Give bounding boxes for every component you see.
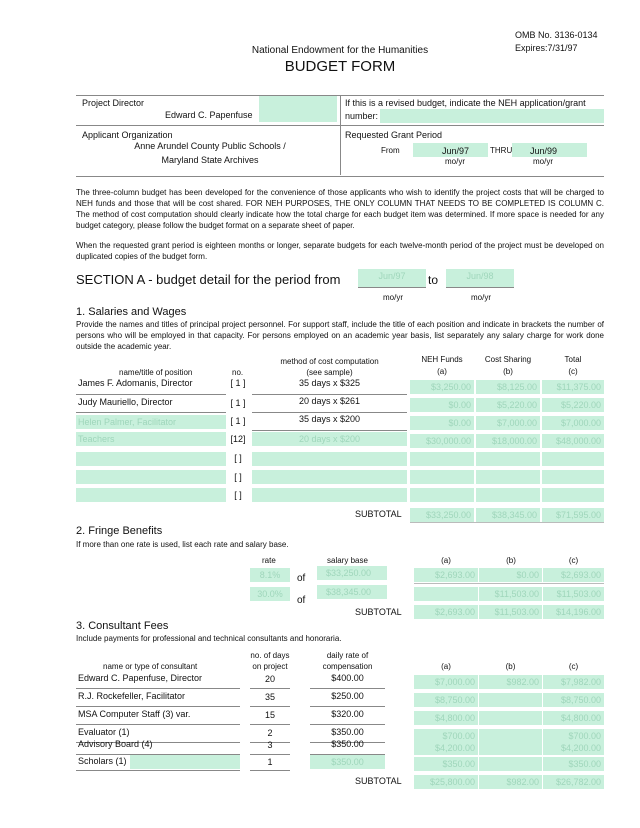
col-a: (a) [437, 367, 447, 376]
page-title: BUDGET FORM [284, 58, 396, 75]
cons-col-b: (b) [505, 662, 516, 671]
section-from-moyr: mo/yr [383, 293, 403, 302]
salary-a[interactable]: $3,250.00 [410, 380, 474, 394]
salary-c[interactable]: $5,220.00 [542, 398, 604, 412]
director-name: Edward C. Papenfuse [165, 110, 253, 120]
director-label: Project Director [82, 98, 145, 108]
salary-c[interactable]: $48,000.00 [542, 434, 604, 448]
consultant-days[interactable]: 3 [267, 740, 273, 750]
salary-no[interactable]: [ ] [234, 472, 242, 482]
cons-col-rate-2: compensation [322, 662, 373, 671]
consultant-rate[interactable]: $250.00 [331, 691, 364, 701]
consultant-name[interactable]: MSA Computer Staff (3) var. [78, 709, 191, 719]
section-to-moyr: mo/yr [471, 293, 491, 302]
salary-b[interactable] [476, 488, 540, 502]
agency-name: National Endowment for the Humanities [251, 45, 429, 56]
thru-moyr: mo/yr [533, 157, 553, 166]
col-no: no. [232, 368, 244, 377]
salary-method[interactable] [252, 488, 407, 502]
salary-name[interactable]: Teachers [76, 432, 226, 446]
consultants-subtotal-label: SUBTOTAL [355, 776, 402, 786]
salary-name[interactable] [76, 470, 226, 484]
salary-b[interactable]: $7,000.00 [476, 416, 540, 430]
consultant-name[interactable]: Evaluator (1) [78, 727, 130, 737]
fringe-subtotal-label: SUBTOTAL [355, 607, 402, 617]
consultants-heading: 3. Consultant Fees [76, 620, 169, 632]
consultant-a[interactable]: $7,000.00 [414, 675, 478, 689]
salaries-description: Provide the names and titles of principal project personnel. For support staff, include the title of each position and indicate in brackets the number of persons who will be employed in that capacity. For persons employed on an academic year basis, list separately any salary charge for work done outside the academic year. [76, 320, 604, 351]
section-to-label: to [428, 273, 439, 287]
salary-name[interactable]: James F. Adomanis, Director [78, 378, 193, 388]
salary-a[interactable]: $30,000.00 [410, 434, 474, 448]
col-total: Total [564, 355, 582, 364]
from-label: From [381, 146, 400, 155]
consultant-name[interactable]: Edward C. Papenfuse, Director [78, 673, 203, 683]
org-line1: Anne Arundel County Public Schools / [134, 141, 286, 151]
consultant-days[interactable]: 20 [264, 674, 275, 684]
fringe-col-a: (a) [441, 556, 451, 565]
salary-c[interactable] [542, 488, 604, 502]
salary-method[interactable] [252, 452, 407, 466]
from-moyr: mo/yr [445, 157, 465, 166]
consultant-c[interactable]: $350.00 [543, 757, 604, 771]
consultant-a[interactable]: $700.00 [414, 729, 478, 743]
consultant-rate[interactable]: $350.00 [310, 755, 385, 769]
consultant-b[interactable] [479, 741, 542, 755]
from-value: Jun/97 [442, 146, 470, 156]
col-method-2: (see sample) [306, 368, 353, 377]
consultant-a[interactable]: $8,750.00 [414, 693, 478, 707]
salary-method[interactable] [252, 470, 407, 484]
director-field[interactable] [259, 96, 337, 122]
consultant-a[interactable]: $4,200.00 [414, 741, 478, 755]
grant-number-label: number: [345, 111, 379, 121]
consultant-c[interactable]: $4,200.00 [543, 741, 604, 755]
cons-col-days-1: no. of days [250, 651, 290, 660]
salary-method[interactable]: 35 days x $200 [298, 414, 361, 424]
salary-method[interactable]: 20 days x $200 [252, 432, 407, 446]
thru-label: THRU [490, 146, 513, 155]
intro-paragraph-2: When the requested grant period is eighteen months or longer, separate budgets for each twelve-month period of the project must be developed on duplicated copies of the budget form. [76, 241, 604, 261]
org-line2: Maryland State Archives [161, 155, 259, 165]
salary-c[interactable]: $11,375.00 [542, 380, 604, 394]
salary-b[interactable]: $8,125.00 [476, 380, 540, 394]
fringe-base[interactable]: $33,250.00 [317, 566, 387, 580]
cons-col-days-2: on project [252, 662, 288, 671]
consultant-name[interactable]: Scholars (1) [78, 756, 127, 766]
consultants-description: Include payments for professional and technical consultants and honoraria. [76, 634, 342, 643]
salary-no[interactable]: [ 1 ] [230, 398, 246, 408]
salary-a[interactable]: $0.00 [410, 398, 474, 412]
fringe-c[interactable]: $11,503.00 [543, 587, 604, 601]
fringe-col-b: (b) [506, 556, 516, 565]
section-from-field[interactable]: Jun/97 [358, 269, 426, 287]
fringe-col-rate: rate [262, 556, 276, 565]
salary-c[interactable]: $7,000.00 [542, 416, 604, 430]
fringe-b[interactable]: $11,503.00 [479, 587, 542, 601]
salary-name[interactable]: Helen Palmer, Facilitator [76, 415, 226, 429]
salary-a[interactable]: $0.00 [410, 416, 474, 430]
fringe-rate[interactable]: 30.0% [250, 587, 290, 601]
fringe-description: If more than one rate is used, list each rate and salary base. [76, 540, 289, 549]
consultant-days[interactable]: 35 [264, 692, 275, 702]
salaries-subtotal-c: $71,595.00 [542, 508, 604, 522]
thru-value: Jun/99 [530, 146, 558, 156]
salary-name[interactable]: Judy Mauriello, Director [78, 397, 173, 407]
salary-no[interactable]: [ ] [234, 453, 242, 463]
fringe-a[interactable] [414, 587, 478, 601]
salary-c[interactable] [542, 452, 604, 466]
salaries-subtotal-label: SUBTOTAL [355, 509, 402, 519]
consultant-c[interactable]: $700.00 [543, 729, 604, 743]
consultant-name-field[interactable] [130, 755, 240, 769]
salary-method[interactable]: 20 days x $261 [298, 396, 361, 406]
consultant-rate[interactable]: $350.00 [331, 739, 364, 749]
intro-paragraph-1: The three-column budget has been developed for the convenience of those applicants who wish to identify the project costs that will be charged to NEH funds and those that will be cost shared. FOR NEH PURPOSES, THE ONLY COLUMN THAT NEEDS TO BE COMPLETED IS COLUMN C. The method of cost computation should clearly indicate how the total charge for each budget item was determined. If more space is needed for any budget category, please follow the budget format on a separate sheet of paper. [76, 188, 604, 230]
salaries-subtotal-a: $33,250.00 [410, 508, 474, 522]
salary-b[interactable]: $5,220.00 [476, 398, 540, 412]
cons-col-a: (a) [441, 662, 451, 671]
revised-budget-label: If this is a revised budget, indicate the NEH application/grant [345, 98, 586, 108]
col-name-title: name/title of position [119, 368, 193, 377]
col-method-1: method of cost computation [280, 357, 379, 366]
consultant-c[interactable]: $4,800.00 [543, 711, 604, 725]
salary-b[interactable] [476, 470, 540, 484]
fringe-of: of [297, 573, 306, 584]
org-label: Applicant Organization [82, 130, 173, 140]
salary-b[interactable]: $18,000.00 [476, 434, 540, 448]
fringe-subtotal-c: $14,196.00 [543, 605, 604, 619]
fringe-subtotal-a: $2,693.00 [414, 605, 478, 619]
cons-col-rate-1: daily rate of [326, 651, 369, 660]
salaries-subtotal-b: $38,345.00 [476, 508, 540, 522]
fringe-subtotal-b: $11,503.00 [479, 605, 542, 619]
salary-name[interactable] [76, 488, 226, 502]
salary-no[interactable]: [ 1 ] [230, 416, 246, 426]
fringe-col-base: salary base [327, 556, 368, 565]
consultant-b[interactable] [479, 711, 542, 725]
consultant-rate[interactable]: $320.00 [331, 709, 364, 719]
salary-a[interactable] [410, 488, 474, 502]
col-b: (b) [503, 367, 513, 376]
col-neh: NEH Funds [421, 355, 463, 364]
salary-no[interactable]: [ ] [234, 490, 242, 500]
cons-col-name: name or type of consultant [103, 662, 198, 671]
col-c: (c) [568, 367, 578, 376]
cons-col-c: (c) [568, 662, 579, 671]
salary-method[interactable]: 35 days x $325 [298, 378, 361, 388]
grant-period-label: Requested Grant Period [345, 130, 443, 140]
consultant-days[interactable]: 1 [267, 757, 273, 767]
salary-a[interactable] [410, 452, 474, 466]
grant-number-field[interactable] [380, 109, 604, 123]
consultant-days[interactable]: 15 [264, 710, 275, 720]
section-to-field[interactable]: Jun/98 [446, 269, 514, 287]
salaries-heading: 1. Salaries and Wages [76, 306, 187, 318]
salary-b[interactable] [476, 452, 540, 466]
fringe-base[interactable]: $38,345.00 [317, 585, 387, 599]
fringe-heading: 2. Fringe Benefits [76, 525, 163, 537]
consultant-rate[interactable]: $400.00 [331, 673, 364, 683]
salary-name[interactable] [76, 452, 226, 466]
consultant-b[interactable] [479, 693, 542, 707]
consultant-c[interactable]: $7,982.00 [543, 675, 604, 689]
consultant-a[interactable]: $350.00 [414, 757, 478, 771]
omb-number: OMB No. 3136-0134 [515, 30, 598, 40]
fringe-b[interactable]: $0.00 [479, 568, 542, 582]
consultant-b[interactable] [479, 757, 542, 771]
consultants-subtotal-c: $26,782.00 [543, 775, 604, 789]
consultant-name[interactable]: Advisory Board (4) [78, 739, 153, 749]
consultant-b[interactable]: $982.00 [479, 675, 542, 689]
section-a-title: SECTION A - budget detail for the period from [76, 272, 341, 287]
consultant-rate[interactable]: $350.00 [331, 727, 364, 737]
fringe-a[interactable]: $2,693.00 [414, 568, 478, 582]
consultant-c[interactable]: $8,750.00 [543, 693, 604, 707]
expiration-date: Expires:7/31/97 [515, 43, 578, 53]
salary-no[interactable]: [ 1 ] [230, 378, 246, 388]
fringe-of: of [297, 595, 306, 606]
consultants-subtotal-b: $982.00 [479, 775, 542, 789]
salary-a[interactable] [410, 470, 474, 484]
fringe-rate[interactable]: 8.1% [250, 568, 290, 582]
fringe-c[interactable]: $2,693.00 [543, 568, 604, 582]
consultant-a[interactable]: $4,800.00 [414, 711, 478, 725]
salary-c[interactable] [542, 470, 604, 484]
consultants-subtotal-a: $25,800.00 [414, 775, 478, 789]
consultant-name[interactable]: R.J. Rockefeller, Facilitator [78, 691, 186, 701]
consultant-days[interactable]: 2 [267, 728, 273, 738]
col-cost-sharing: Cost Sharing [484, 355, 532, 364]
fringe-col-c: (c) [568, 556, 579, 565]
salary-no[interactable]: [12] [230, 434, 246, 444]
